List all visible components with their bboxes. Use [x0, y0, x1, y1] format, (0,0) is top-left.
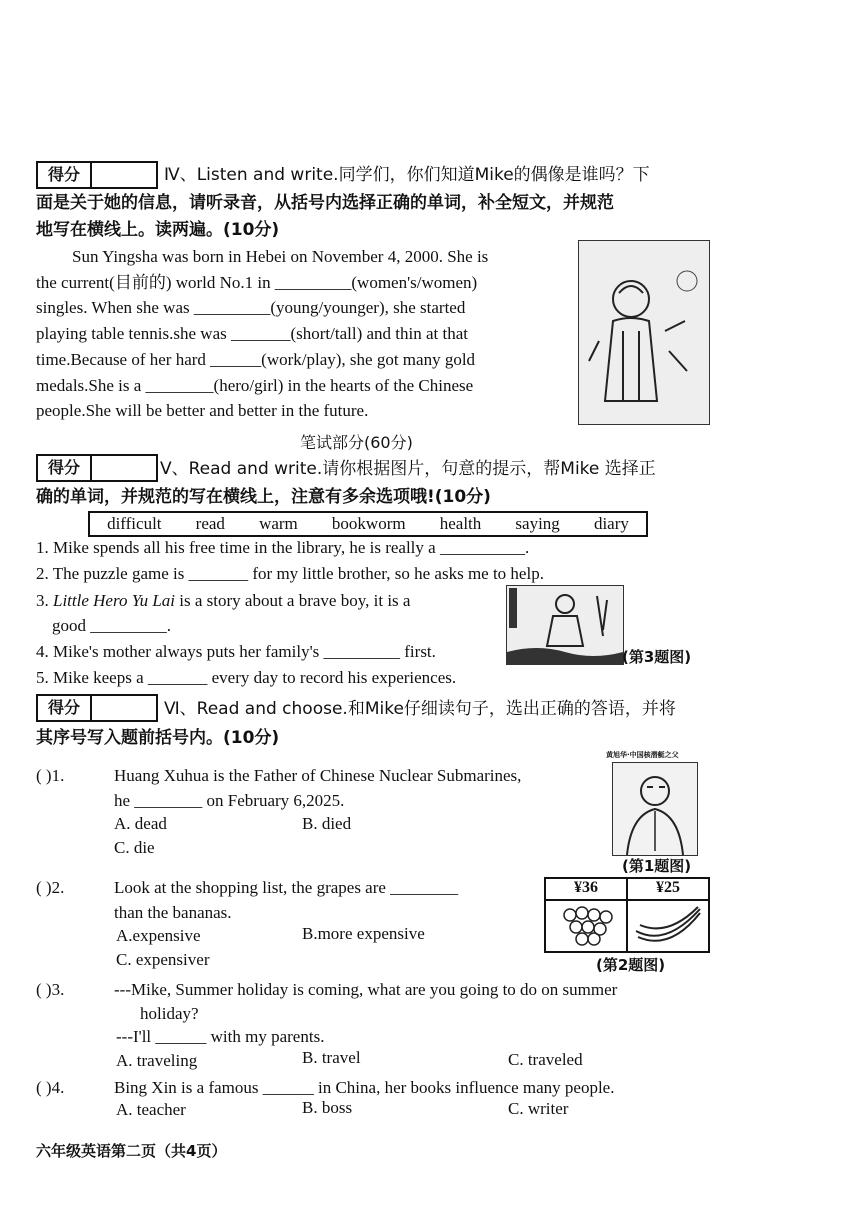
grapes-price: ¥36: [546, 879, 628, 901]
passage-line-4: playing table tennis.she was _______(short/tall) and thin at that: [36, 324, 468, 343]
fig2-caption: (第2题图): [596, 956, 666, 974]
q4-option-c: C. writer: [508, 1099, 569, 1118]
fig1-header: 黄旭华·中国核潜艇之父: [606, 751, 679, 759]
q3-number[interactable]: ( )3.: [36, 980, 65, 999]
section5-item-1: 1. Mike spends all his free time in the library, he is really a __________.: [36, 538, 530, 557]
word-bank-word: difficult: [107, 514, 162, 533]
q3-text-1: ---Mike, Summer holiday is coming, what are you going to do on summer: [114, 980, 618, 999]
little-hero-yu-lai-image: [506, 585, 624, 665]
section5-item-3: 3. Little Hero Yu Lai is a story about a brave boy, it is a: [36, 591, 411, 610]
section6-title-line2: 其序号写入题前括号内。(10分): [36, 728, 280, 748]
section5-title-line2: 确的单词，并规范的写在横线上，注意有多余选项哦!(10分): [36, 487, 491, 507]
score-label: 得分: [38, 696, 92, 720]
section5-item-3-cont: good _________.: [52, 616, 171, 635]
q2-number[interactable]: ( )2.: [36, 878, 65, 897]
q1-option-b: B. died: [302, 814, 352, 833]
score-box-6: [36, 694, 158, 722]
q2-option-c: C. expensiver: [116, 950, 210, 969]
passage-line-5: time.Because of her hard ______(work/play), she got many gold: [36, 350, 476, 369]
q1-text-2: he ________ on February 6,2025.: [114, 791, 345, 810]
q4-number[interactable]: ( )4.: [36, 1078, 65, 1097]
q2-text-1: Look at the shopping list, the grapes are ________: [114, 878, 459, 897]
huang-xuhua-image: [612, 762, 698, 856]
written-part-heading: 笔试部分(60分): [300, 433, 413, 452]
word-bank-word: health: [439, 514, 482, 533]
bananas-icon: [632, 905, 704, 947]
table-divider: [626, 901, 628, 951]
score-blank[interactable]: [92, 696, 156, 720]
q3-text-2: holiday?: [140, 1004, 199, 1023]
word-bank-word: diary: [593, 514, 629, 533]
section5-item-4: 4. Mike's mother always puts her family's _________ first.: [36, 642, 436, 661]
q4-option-b: B. boss: [302, 1098, 353, 1117]
score-label: 得分: [38, 163, 92, 187]
q1-option-c: C. die: [114, 838, 155, 857]
price-table: [544, 877, 710, 953]
section5-item-5: 5. Mike keeps a _______ every day to record his experiences.: [36, 668, 457, 687]
q4-text-1: Bing Xin is a famous ______ in China, her books influence many people.: [114, 1078, 615, 1097]
word-bank-word: bookworm: [331, 514, 406, 533]
section5-title-line1: Ⅴ、Read and write.请你根据图片，句意的提示，帮Mike 选择正: [160, 459, 656, 479]
q3-text-3: ---I'll ______ with my parents.: [116, 1027, 325, 1046]
section5-item-2: 2. The puzzle game is _______ for my little brother, so he asks me to help.: [36, 564, 544, 583]
score-box-4: [36, 161, 158, 189]
score-box-5: [36, 454, 158, 482]
page-footer: 六年级英语第二页（共4页）: [36, 1142, 227, 1160]
word-bank: [88, 511, 648, 537]
q2-option-b: B.more expensive: [302, 924, 425, 943]
grapes-icon: [556, 903, 620, 949]
passage-line-3: singles. When she was _________(young/younger), she started: [36, 298, 466, 317]
section4-title-line2: 面是关于她的信息，请听录音，从括号内选择正确的单词，补全短文，并规范: [36, 193, 614, 213]
sun-yingsha-image: [578, 240, 710, 425]
word-bank-word: warm: [259, 514, 298, 533]
q1-option-a: A. dead: [114, 814, 167, 833]
passage-line-1: Sun Yingsha was born in Hebei on November 4, 2000. She is: [72, 247, 489, 266]
passage-line-2: the current(目前的) world No.1 in _________(women's/women): [36, 273, 478, 292]
q3-option-b: B. travel: [302, 1048, 361, 1067]
score-blank[interactable]: [92, 163, 156, 187]
fig1-caption: (第1题图): [622, 857, 692, 875]
bananas-price: ¥25: [628, 879, 708, 901]
passage-line-7: people.She will be better and better in the future.: [36, 401, 369, 420]
score-label: 得分: [38, 456, 92, 480]
q3-option-a: A. traveling: [116, 1051, 198, 1070]
q3-option-c: C. traveled: [508, 1050, 583, 1069]
q2-text-2: than the bananas.: [114, 903, 232, 922]
score-blank[interactable]: [92, 456, 156, 480]
section4-title-line1: Ⅳ、Listen and write.同学们，你们知道Mike的偶像是谁吗？下: [164, 165, 650, 185]
q2-option-a: A.expensive: [116, 926, 201, 945]
q4-option-a: A. teacher: [116, 1100, 186, 1119]
section6-title-line1: Ⅵ、Read and choose.和Mike仔细读句子，选出正确的答语，并将: [164, 699, 676, 719]
fig3-caption: (第3题图): [622, 648, 692, 666]
q1-text-1: Huang Xuhua is the Father of Chinese Nuclear Submarines,: [114, 766, 522, 785]
passage-line-6: medals.She is a ________(hero/girl) in the hearts of the Chinese: [36, 376, 474, 395]
book-title: Little Hero Yu Lai: [53, 591, 176, 610]
word-bank-word: read: [195, 514, 225, 533]
word-bank-word: saying: [515, 514, 560, 533]
section4-title-line3: 地写在横线上。读两遍。(10分): [36, 220, 280, 240]
q1-number[interactable]: ( )1.: [36, 766, 65, 785]
